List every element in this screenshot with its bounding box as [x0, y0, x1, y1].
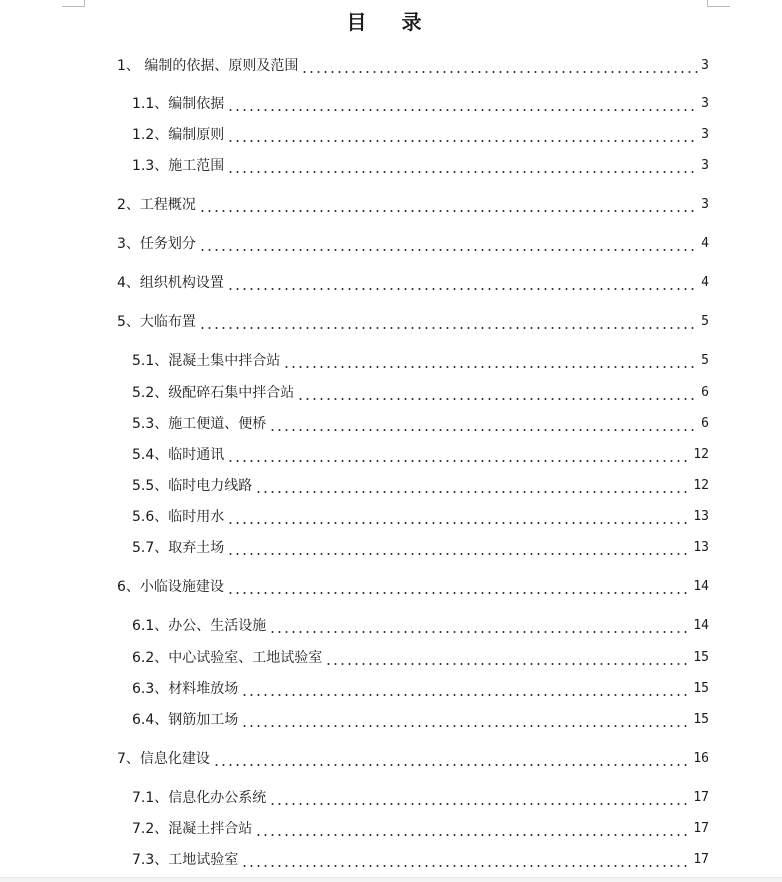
toc-dot-leader: [227, 94, 698, 114]
toc-entry[interactable]: [132, 383, 709, 403]
toc-dot-leader: [227, 507, 690, 527]
toc-dot-leader: [255, 476, 690, 496]
toc-page-number: 4: [701, 275, 709, 290]
toc-page-number: 15: [693, 712, 709, 727]
toc-entry[interactable]: [132, 351, 709, 371]
toc-entry[interactable]: [117, 312, 709, 332]
toc-entry-title: 6、小临设施建设: [117, 579, 224, 595]
toc-dot-leader: [227, 445, 690, 465]
toc-entry[interactable]: [132, 648, 709, 668]
toc-entry-title: 7.1、信息化办公系统: [132, 790, 267, 806]
toc-title: 目 录: [346, 10, 436, 34]
toc-dot-leader: [269, 616, 690, 636]
toc-page-number: 14: [693, 579, 709, 594]
toc-page-number: 12: [693, 478, 709, 493]
toc-entry-title: 2、工程概况: [117, 197, 196, 213]
toc-entry[interactable]: [132, 710, 709, 730]
toc-entry-title: 5.7、取弃土场: [132, 540, 225, 556]
toc-entry[interactable]: [132, 507, 709, 527]
toc-page-number: 13: [693, 509, 709, 524]
toc-page-number: 14: [693, 618, 709, 633]
toc-entry[interactable]: [117, 234, 709, 254]
toc-entry-title: 5.1、混凝土集中拌合站: [132, 353, 281, 369]
toc-entry[interactable]: [132, 94, 709, 114]
toc-dot-leader: [283, 351, 698, 371]
toc-dot-leader: [241, 679, 690, 699]
toc-dot-leader: [227, 538, 690, 558]
toc-entry[interactable]: [117, 195, 709, 215]
toc-page-number: 12: [693, 447, 709, 462]
toc-dot-leader: [269, 788, 690, 808]
toc-entry-title: 3、任务划分: [117, 236, 196, 252]
toc-dot-leader: [227, 577, 690, 597]
toc-entry-title: 1.3、施工范围: [132, 158, 225, 174]
toc-entry-title: 7.3、工地试验室: [132, 852, 239, 868]
toc-entry-title: 5.4、临时通讯: [132, 447, 225, 463]
toc-page-number: 15: [693, 650, 709, 665]
toc-entry-title: 1.2、编制原则: [132, 127, 225, 143]
toc-page-number: 16: [693, 751, 709, 766]
toc-dot-leader: [227, 273, 698, 293]
toc-page-number: 5: [701, 353, 709, 368]
toc-entry-title: 5、大临布置: [117, 314, 196, 330]
toc-entry-title: 6.3、材料堆放场: [132, 681, 239, 697]
toc-entry-title: 1、 编制的依据、原则及范围: [117, 58, 299, 74]
toc-page-number: 6: [701, 416, 709, 431]
toc-page-number: 17: [693, 852, 709, 867]
toc-entry-title: 6.1、办公、生活设施: [132, 618, 267, 634]
toc-dot-leader: [241, 710, 690, 730]
toc-page-number: 5: [701, 314, 709, 329]
toc-entry[interactable]: [117, 273, 709, 293]
toc-entry[interactable]: [117, 56, 709, 76]
toc-dot-leader: [255, 819, 690, 839]
toc-page-number: 3: [701, 127, 709, 142]
toc-page-number: 17: [693, 821, 709, 836]
toc-page-number: 13: [693, 540, 709, 555]
toc-entry-title: 5.3、施工便道、便桥: [132, 416, 267, 432]
toc-dot-leader: [301, 56, 698, 76]
toc-entry[interactable]: [132, 414, 709, 434]
toc-page-number: 3: [701, 197, 709, 212]
toc-entry-title: 6.2、中心试验室、工地试验室: [132, 650, 323, 666]
toc-dot-leader: [199, 195, 698, 215]
toc-entry-title: 7.2、混凝土拌合站: [132, 821, 253, 837]
toc-page-number: 17: [693, 790, 709, 805]
toc-entry[interactable]: [132, 538, 709, 558]
toc-entry[interactable]: [132, 125, 709, 145]
toc-entry[interactable]: [132, 616, 709, 636]
toc-entry[interactable]: [132, 476, 709, 496]
page-bottom-edge: [0, 877, 782, 882]
toc-page-number: 15: [693, 681, 709, 696]
toc-dot-leader: [269, 414, 698, 434]
toc-entry[interactable]: [132, 679, 709, 699]
toc-page-number: 3: [701, 58, 709, 73]
toc-dot-leader: [199, 234, 698, 254]
toc-entry-title: 4、组织机构设置: [117, 275, 224, 291]
toc-dot-leader: [213, 749, 690, 769]
toc-page-number: 3: [701, 96, 709, 111]
toc-entry[interactable]: [132, 788, 709, 808]
toc-entry-title: 5.2、级配碎石集中拌合站: [132, 385, 295, 401]
toc-entry[interactable]: [132, 445, 709, 465]
toc-entry-title: 5.5、临时电力线路: [132, 478, 253, 494]
toc-dot-leader: [241, 850, 690, 870]
toc-dot-leader: [325, 648, 690, 668]
toc-entry-title: 6.4、钢筋加工场: [132, 712, 239, 728]
toc-page-number: 6: [701, 385, 709, 400]
toc-page-number: 3: [701, 158, 709, 173]
toc-entry[interactable]: [132, 156, 709, 176]
toc-entry-title: 7、信息化建设: [117, 751, 210, 767]
toc-entry[interactable]: [117, 749, 709, 769]
toc-dot-leader: [297, 383, 698, 403]
toc-dot-leader: [227, 125, 698, 145]
toc-entry[interactable]: [132, 819, 709, 839]
toc-dot-leader: [227, 156, 698, 176]
toc-page-number: 4: [701, 236, 709, 251]
toc-entry-title: 1.1、编制依据: [132, 96, 225, 112]
toc-entry[interactable]: [132, 850, 709, 870]
toc-dot-leader: [199, 312, 698, 332]
toc-entry[interactable]: [117, 577, 709, 597]
toc-entry-title: 5.6、临时用水: [132, 509, 225, 525]
